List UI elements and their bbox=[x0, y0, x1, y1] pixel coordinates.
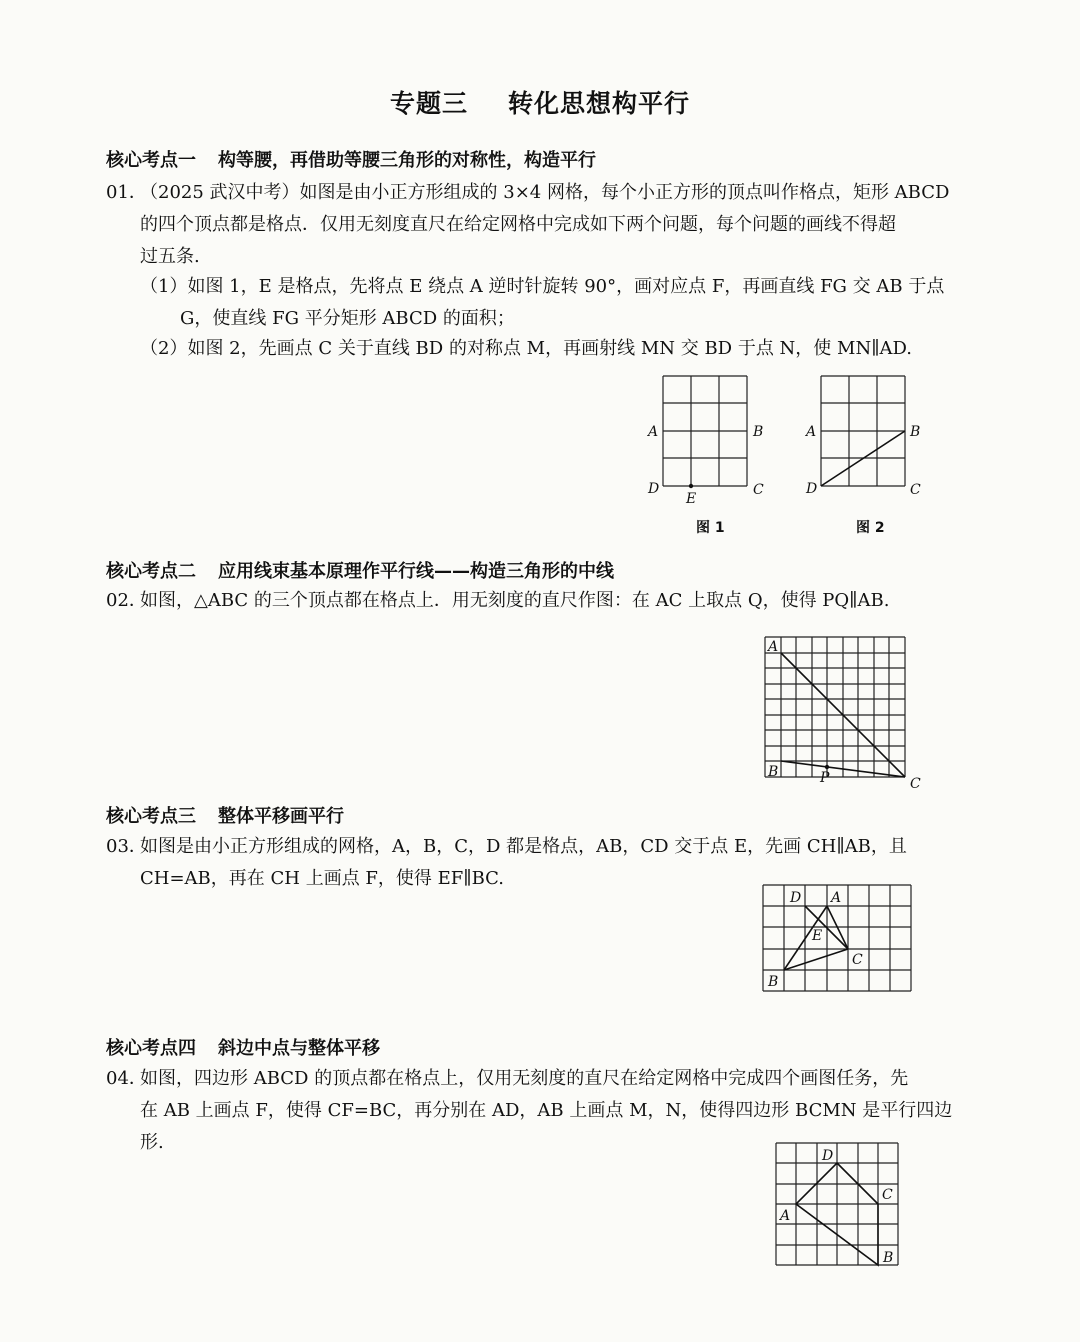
problem-1-line-3: 过五条. bbox=[140, 246, 200, 267]
figure-3-point-p bbox=[825, 765, 829, 769]
figure-2-caption: 图 2 bbox=[856, 520, 885, 536]
figure-1-label-d: D bbox=[648, 481, 660, 497]
problem-3-line-1: 03．如图是由小正方形组成的网格，A，B，C，D 都是格点，AB，CD 交于点 E，先画 CH∥AB，且 bbox=[106, 836, 907, 857]
figure-2-label-a: A bbox=[806, 424, 817, 440]
figure-5-label-d: D bbox=[822, 1148, 834, 1164]
figure-1-grid bbox=[663, 376, 747, 486]
figure-5-label-c: C bbox=[882, 1187, 893, 1203]
problem-1-line-2: 的四个顶点都是格点．仅用无刻度直尺在给定网格中完成如下两个问题，每个问题的画线不得超 bbox=[140, 214, 896, 235]
title-sub: 转化思想构平行 bbox=[508, 89, 691, 118]
figure-4-label-a: A bbox=[831, 890, 842, 906]
figure-3-label-c: C bbox=[910, 776, 921, 792]
figure-4-label-b: B bbox=[768, 974, 779, 990]
problem-1-q2: （2）如图 2，先画点 C 关于直线 BD 的对称点 M，再画射线 MN 交 BD 于点 N，使 MN∥AD. bbox=[140, 338, 913, 359]
problem-2-line-1: 02．如图，△ABC 的三个顶点都在格点上．用无刻度的直尺作图：在 AC 上取点 Q，使得 PQ∥AB. bbox=[106, 590, 890, 611]
figure-2-label-c: C bbox=[910, 482, 921, 498]
figure-2-grid bbox=[821, 376, 905, 486]
figure-1-point-e bbox=[689, 484, 693, 488]
figure-1-caption: 图 1 bbox=[696, 520, 725, 536]
section-heading-4: 核心考点四 斜边中点与整体平移 bbox=[106, 1038, 380, 1059]
figure-5-grid bbox=[776, 1143, 898, 1265]
section-heading-2: 核心考点二 应用线束基本原理作平行线——构造三角形的中线 bbox=[106, 561, 614, 582]
figure-5-label-b: B bbox=[883, 1250, 894, 1266]
figure-3-label-p: P bbox=[820, 770, 830, 786]
figure-4-segment-bc bbox=[784, 949, 848, 970]
problem-4-line-3: 形. bbox=[140, 1132, 164, 1153]
title-main: 专题三 bbox=[389, 89, 468, 118]
figure-4-label-c: C bbox=[852, 952, 863, 968]
problem-1-q1-line-2: G，使直线 FG 平分矩形 ABCD 的面积； bbox=[180, 308, 515, 329]
figure-1-label-e: E bbox=[686, 491, 697, 507]
figure-4-label-d: D bbox=[790, 890, 802, 906]
figure-1-label-a: A bbox=[648, 424, 659, 440]
figure-3-label-a: A bbox=[768, 639, 779, 655]
problem-3-line-2: CH=AB，再在 CH 上画点 F，使得 EF∥BC. bbox=[140, 868, 504, 889]
problem-1-q1-line-1: （1）如图 1，E 是格点，先将点 E 绕点 A 逆时针旋转 90°，画对应点 F，再画直线 FG 交 AB 于点 bbox=[140, 276, 945, 297]
section-heading-1: 核心考点一 构等腰，再借助等腰三角形的对称性，构造平行 bbox=[106, 150, 596, 171]
figure-1-label-c: C bbox=[753, 482, 764, 498]
figure-4-label-e: E bbox=[812, 928, 823, 944]
figure-3-label-b: B bbox=[768, 764, 779, 780]
figure-2-label-d: D bbox=[806, 481, 818, 497]
section-heading-3: 核心考点三 整体平移画平行 bbox=[106, 806, 344, 827]
problem-4-line-1: 04．如图，四边形 ABCD 的顶点都在格点上，仅用无刻度的直尺在给定网格中完成四个画图任务，先 bbox=[106, 1068, 909, 1089]
problem-4-line-2: 在 AB 上画点 F，使得 CF=BC，再分别在 AD，AB 上画点 M，N，使得四边形 BCMN 是平行四边 bbox=[140, 1100, 953, 1121]
figure-2-label-b: B bbox=[910, 424, 921, 440]
problem-1-line-1: 01．（2025 武汉中考）如图是由小正方形组成的 3×4 网格，每个小正方形的顶点叫作格点，矩形 ABCD bbox=[106, 182, 950, 203]
figure-5-label-a: A bbox=[780, 1208, 791, 1224]
figure-1-label-b: B bbox=[753, 424, 764, 440]
